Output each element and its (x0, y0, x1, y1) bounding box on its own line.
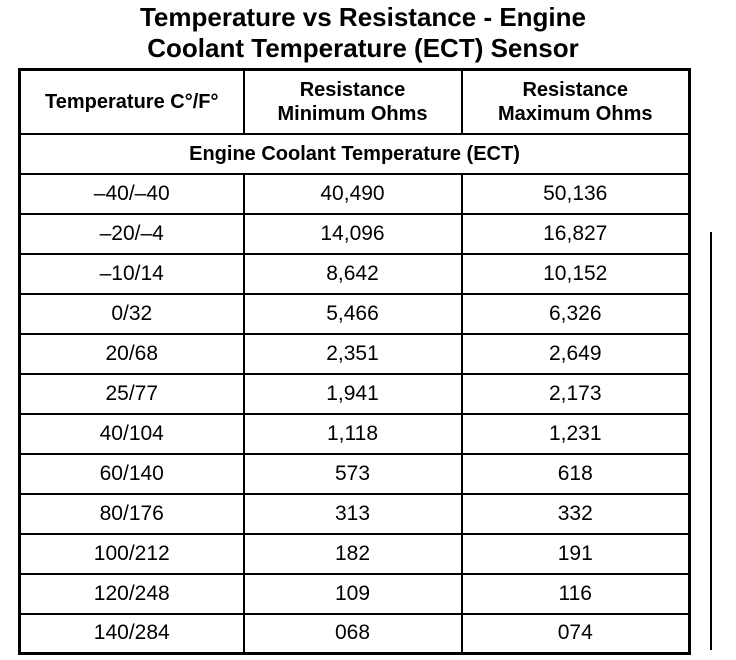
min-ohms-cell: 1,941 (244, 374, 462, 414)
temperature-cell: 20/68 (20, 334, 244, 374)
temperature-cell: 80/176 (20, 494, 244, 534)
max-ohms-cell: 2,173 (462, 374, 690, 414)
title-line-1: Temperature vs Resistance - Engine (139, 2, 586, 32)
temperature-cell: –20/–4 (20, 214, 244, 254)
table-row (20, 334, 690, 374)
max-ohms-cell: 50,136 (462, 174, 690, 214)
temperature-cell: 140/284 (20, 614, 244, 654)
header-min-line-2: Minimum Ohms (277, 102, 428, 125)
max-ohms-cell: 1,231 (462, 414, 690, 454)
min-ohms-cell: 573 (244, 454, 462, 494)
table-row (20, 494, 690, 534)
max-ohms-cell: 6,326 (462, 294, 690, 334)
min-ohms-cell: 068 (244, 614, 462, 654)
min-ohms-cell: 5,466 (244, 294, 462, 334)
min-ohms-cell: 313 (244, 494, 462, 534)
table-row (20, 534, 690, 574)
max-ohms-cell: 2,649 (462, 334, 690, 374)
min-ohms-cell: 14,096 (244, 214, 462, 254)
temperature-cell: 25/77 (20, 374, 244, 414)
min-ohms-cell: 1,118 (244, 414, 462, 454)
table-row (20, 374, 690, 414)
temperature-cell: 40/104 (20, 414, 244, 454)
temperature-cell: –40/–40 (20, 174, 244, 214)
header-temperature (20, 70, 244, 134)
table-row (20, 574, 690, 614)
section-label: Engine Coolant Temperature (ECT) (20, 134, 690, 174)
max-ohms-cell: 16,827 (462, 214, 690, 254)
margin-rule (710, 232, 712, 650)
header-min-ohms (244, 70, 462, 134)
table-row (20, 174, 690, 214)
temperature-cell: 100/212 (20, 534, 244, 574)
max-ohms-cell: 618 (462, 454, 690, 494)
min-ohms-cell: 40,490 (244, 174, 462, 214)
max-ohms-cell: 332 (462, 494, 690, 534)
table-row (20, 614, 690, 654)
temperature-cell: 0/32 (20, 294, 244, 334)
max-ohms-cell: 191 (462, 534, 690, 574)
section-row (20, 134, 690, 174)
title-line-2: Coolant Temperature (ECT) Sensor (147, 33, 579, 63)
header-max-line-1: Resistance (522, 78, 629, 101)
header-max-line-2: Maximum Ohms (498, 102, 653, 125)
table-row (20, 454, 690, 494)
header-max-ohms (462, 70, 690, 134)
temperature-cell: –10/14 (20, 254, 244, 294)
min-ohms-cell: 8,642 (244, 254, 462, 294)
min-ohms-cell: 2,351 (244, 334, 462, 374)
page-title (0, 2, 726, 64)
table-row (20, 214, 690, 254)
max-ohms-cell: 10,152 (462, 254, 690, 294)
resistance-table (18, 68, 691, 655)
temperature-cell: 60/140 (20, 454, 244, 494)
table-row (20, 294, 690, 334)
temperature-cell: 120/248 (20, 574, 244, 614)
table-row (20, 254, 690, 294)
table-header-row (20, 70, 690, 134)
min-ohms-cell: 182 (244, 534, 462, 574)
min-ohms-cell: 109 (244, 574, 462, 614)
table-row (20, 414, 690, 454)
max-ohms-cell: 074 (462, 614, 690, 654)
header-temperature-label: Temperature C°/F° (45, 90, 219, 113)
header-min-line-1: Resistance (299, 78, 406, 101)
max-ohms-cell: 116 (462, 574, 690, 614)
